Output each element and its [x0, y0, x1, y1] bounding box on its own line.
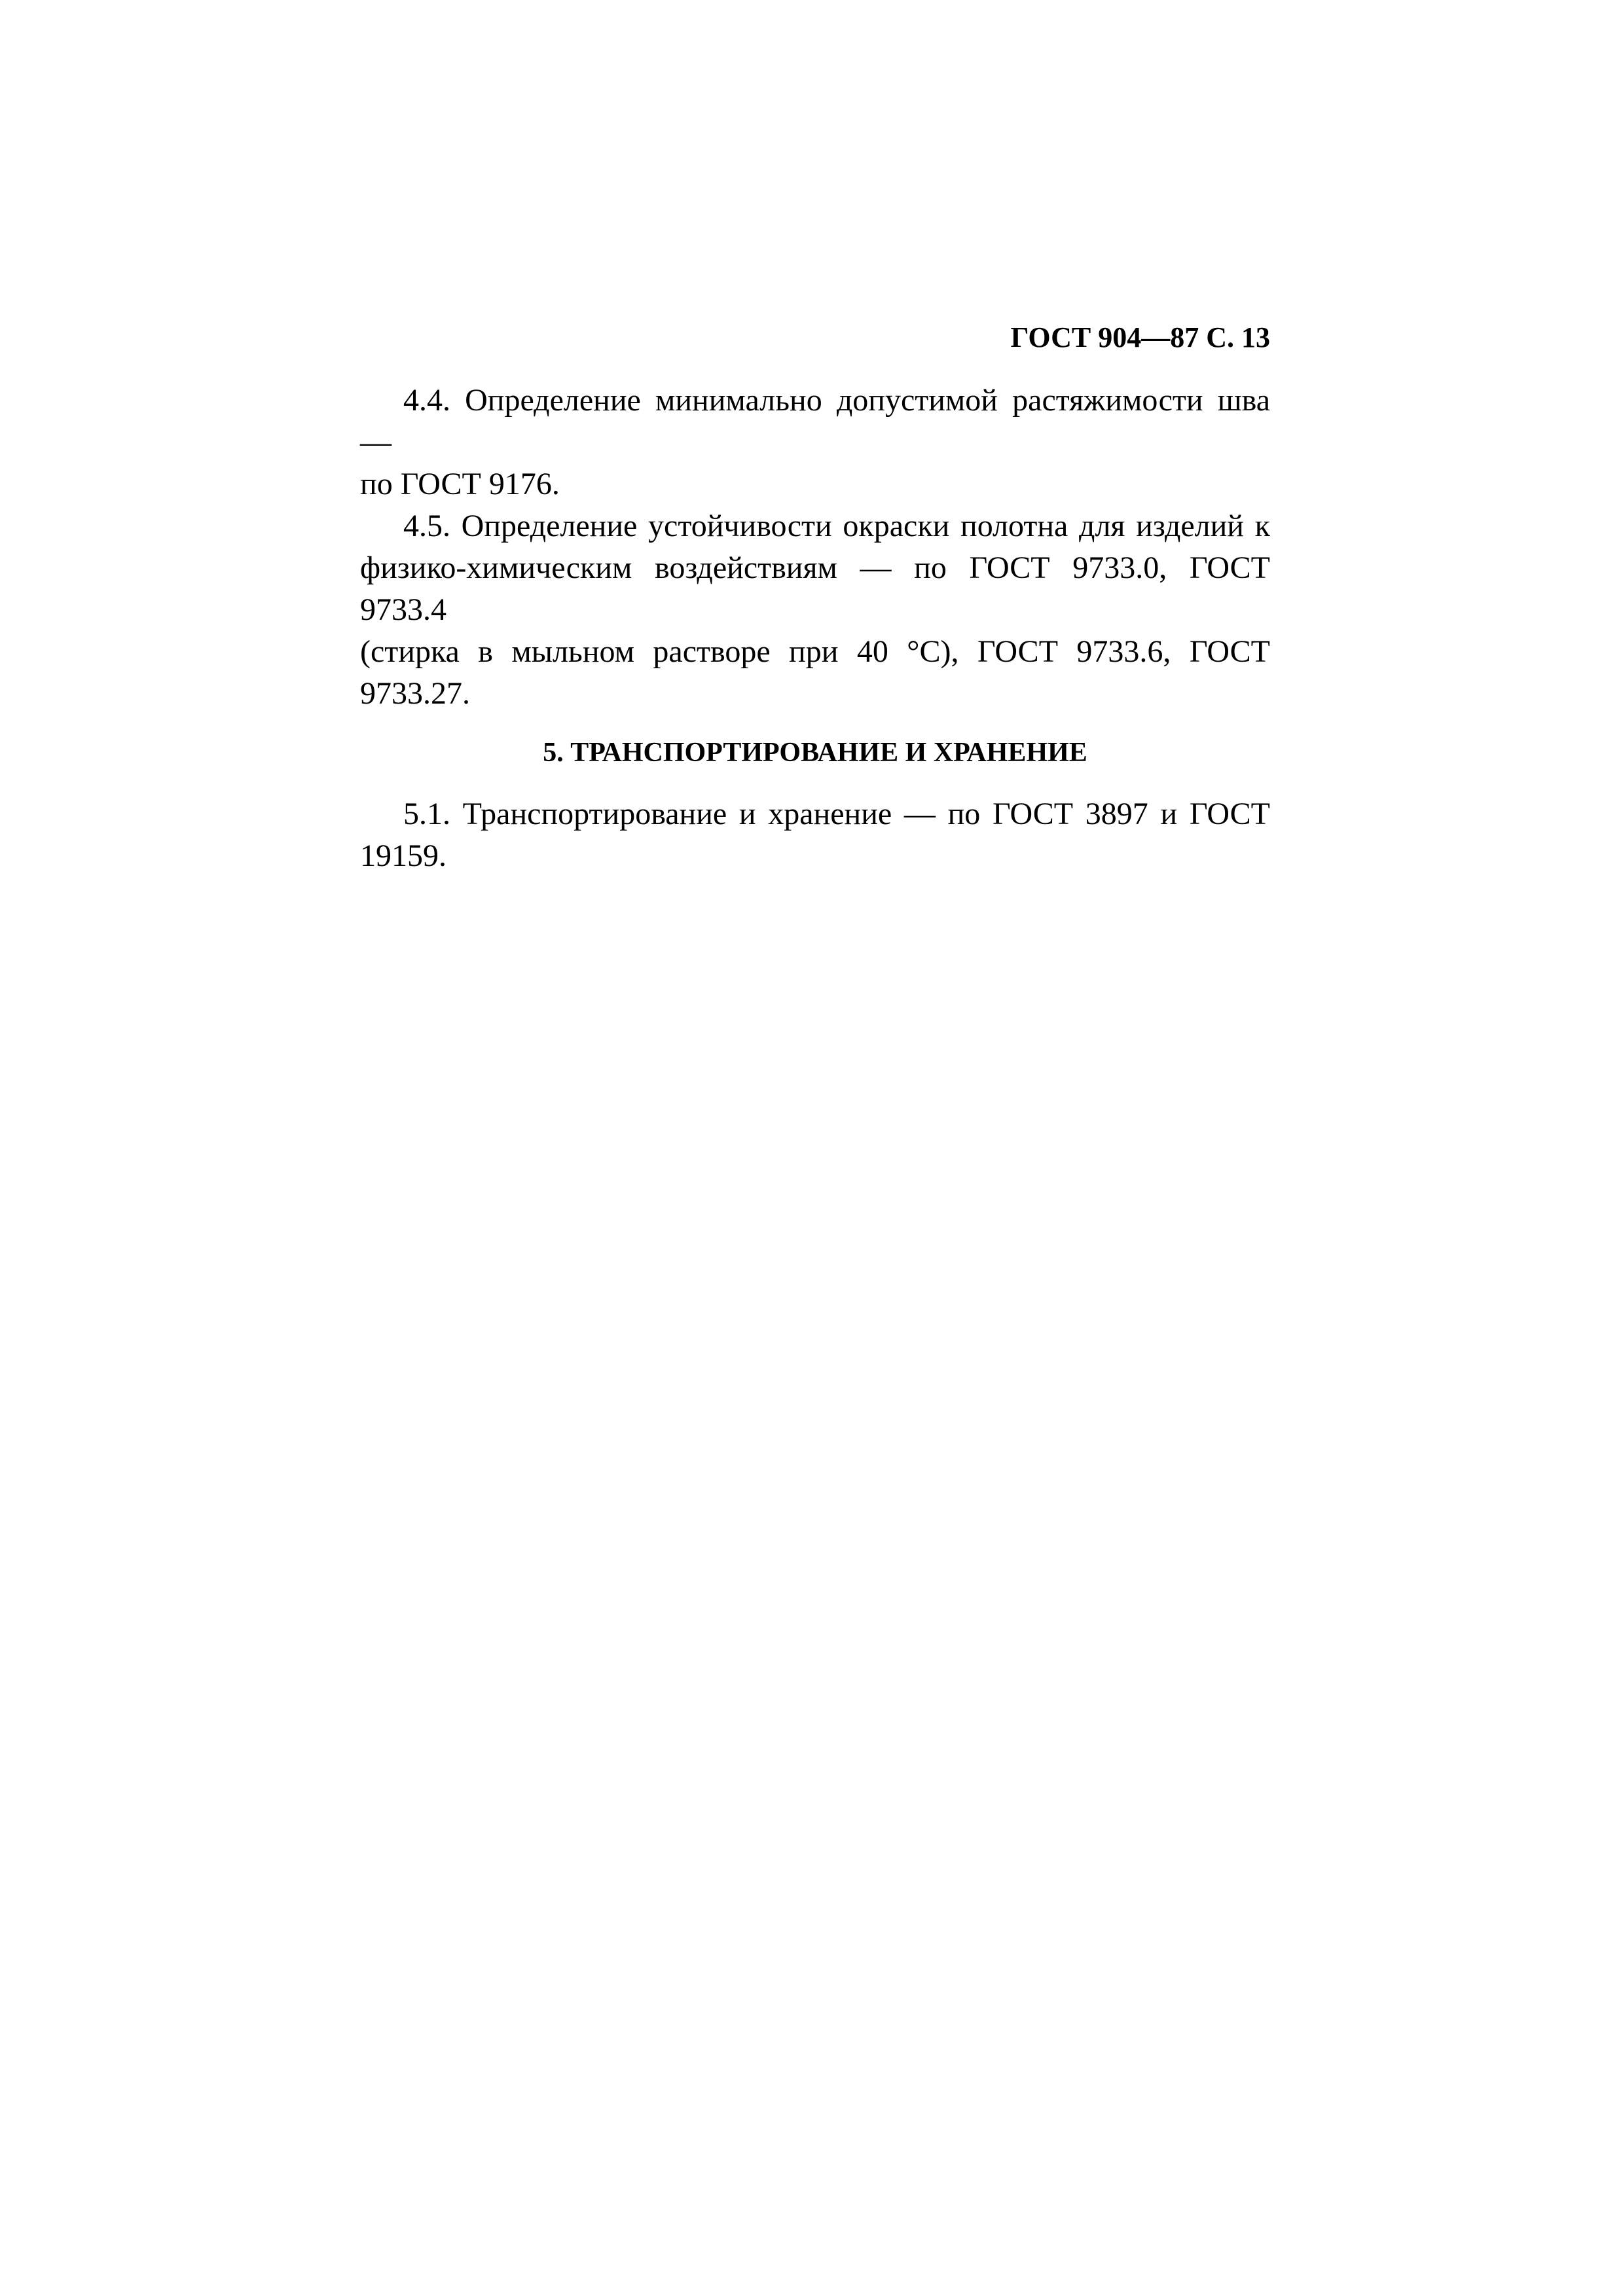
- clause-4-5-line-3: (стирка в мыльном растворе при 40 °С), ГОСТ 9733.6, ГОСТ 9733.27.: [360, 634, 1270, 711]
- clause-4-5: [360, 505, 1270, 715]
- clause-4-4-line-2: по ГОСТ 9176.: [360, 467, 560, 501]
- clause-4-4-line-1: 4.4. Определение минимально допустимой растяжимости шва —: [360, 383, 1270, 459]
- page-body: [360, 380, 1270, 877]
- clause-4-5-line-1: 4.5. Определение устойчивости окраски полотна для изделий к: [403, 509, 1270, 543]
- clause-5-1: [360, 793, 1270, 877]
- clause-5-1-line-1: 5.1. Транспортирование и хранение — по ГОСТ 3897 и ГОСТ: [403, 797, 1270, 831]
- clause-4-5-line-2: физико-химическим воздействиям — по ГОСТ 9733.0, ГОСТ 9733.4: [360, 550, 1270, 627]
- clause-5-1-line-2: 19159.: [360, 838, 447, 873]
- section-5-title: 5. ТРАНСПОРТИРОВАНИЕ И ХРАНЕНИЕ: [543, 738, 1087, 768]
- running-header: ГОСТ 904—87 С. 13: [1010, 321, 1270, 353]
- clause-4-4: [360, 380, 1270, 505]
